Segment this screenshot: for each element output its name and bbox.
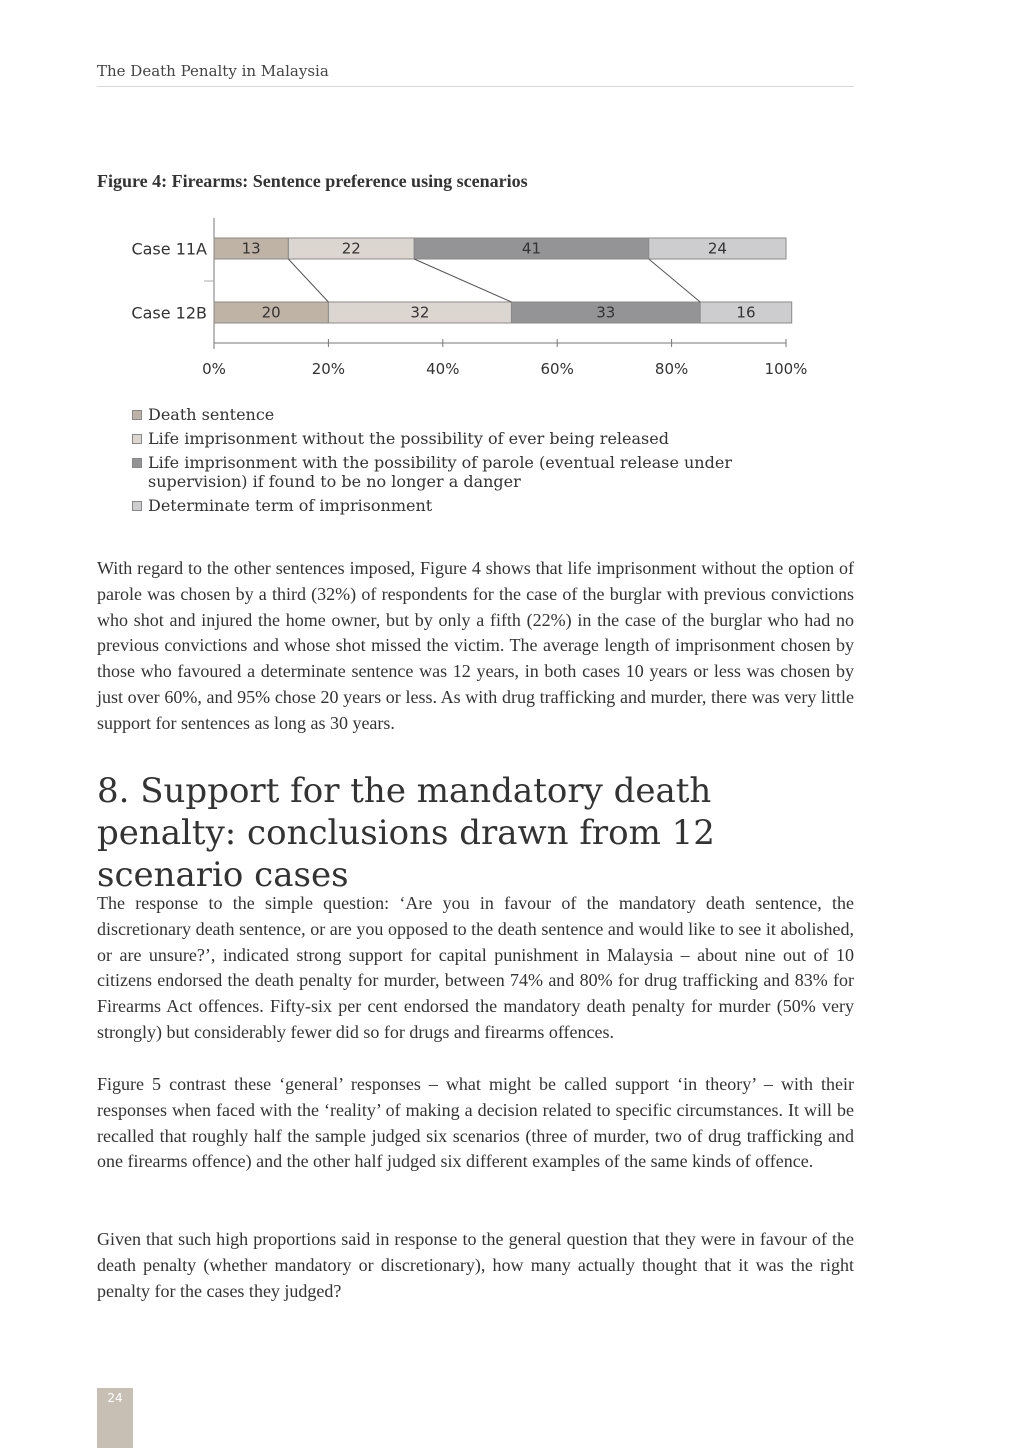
- data-label: 20: [261, 303, 281, 322]
- legend-item-life-without-release: [132, 429, 772, 448]
- data-label: 24: [707, 239, 727, 258]
- paragraph-figure-5-contrast: Figure 5 contrast these ‘general’ responses – what might be called support ‘in theory’ – with their responses when faced with the ‘reality’ of making a decision related to specific circumstances. It will be recalled that roughly half the sample judged six scenarios (three of murder, two of drug trafficking and one firearms offence) and the other half judged six different examples of the same kinds of offence.: [97, 1074, 854, 1172]
- legend-label: Death sentence: [148, 405, 275, 424]
- legend-label-line-2: supervision) if found to be no longer a danger: [148, 472, 521, 491]
- data-label: 16: [736, 303, 756, 322]
- figure-title: Figure 4: Firearms: Sentence preference using scenarios: [97, 171, 528, 191]
- page-number-tab: [97, 1388, 133, 1448]
- series-connector-line: [288, 259, 328, 302]
- legend-label-line-1: Life imprisonment with the possibility of parole (eventual release under: [148, 453, 732, 472]
- data-label: 13: [241, 239, 261, 258]
- x-tick-label: 80%: [654, 360, 689, 378]
- legend-swatch: [132, 458, 142, 468]
- legend-label: Life imprisonment without the possibility of ever being released: [148, 429, 669, 448]
- x-tick-label: 20%: [311, 360, 346, 378]
- legend-label: [148, 453, 732, 491]
- legend-swatch: [132, 410, 142, 420]
- series-connector-line: [414, 259, 511, 302]
- x-tick-label: 40%: [426, 360, 460, 378]
- x-tick-label: 0%: [202, 360, 226, 378]
- legend-item-life-with-parole: [132, 453, 772, 491]
- x-tick-label: 60%: [540, 360, 574, 378]
- data-label: 41: [521, 239, 542, 258]
- legend-item-determinate-term: [132, 496, 772, 515]
- data-label: 33: [596, 303, 616, 322]
- data-label: 22: [341, 239, 361, 258]
- legend-swatch: [132, 434, 142, 444]
- data-label: 32: [410, 303, 430, 322]
- running-header: The Death Penalty in Malaysia: [97, 62, 854, 87]
- paragraph-question: Given that such high proportions said in response to the general question that they were in favour of the death penalty (whether mandatory or discretionary), how many actually thought that it was the right penalty for the cases they judged?: [97, 1229, 854, 1301]
- chart-legend: [132, 405, 772, 520]
- series-connector-line: [649, 259, 700, 302]
- legend-swatch: [132, 501, 142, 511]
- legend-label: Determinate term of imprisonment: [148, 496, 433, 515]
- category-label: Case 12B: [131, 303, 207, 323]
- legend-item-death-sentence: [132, 405, 772, 424]
- stacked-bar-chart: [100, 210, 820, 390]
- section-heading: 8. Support for the mandatory death penalty: conclusions drawn from 12 scenario cases: [97, 771, 715, 895]
- paragraph-figure-4-discussion: With regard to the other sentences imposed, Figure 4 shows that life imprisonment without the option of parole was chosen by a third (32%) of respondents for the case of the burglar with previous convictions who shot and injured the home owner, but by only a fifth (22%) in the case of the burglar who had no previous convictions and whose shot missed the victim. The average length of imprisonment chosen by those who favoured a determinate sentence was 12 years, in both cases 10 years or less was chosen by just over 60%, and 95% chose 20 years or less. As with drug trafficking and murder, there was very little support for sentences as long as 30 years.: [97, 558, 854, 733]
- page-number: 24: [107, 1391, 123, 1405]
- x-tick-label: 100%: [764, 360, 808, 378]
- category-label: Case 11A: [131, 239, 207, 259]
- paragraph-general-support: The response to the simple question: ‘Are you in favour of the mandatory death sentence, the discretionary death sentence, or are you opposed to the death sentence and would like to see it abolished, or are unsure?’, indicated strong support for capital punishment in Malaysia – about nine out of 10 citizens endorsed the death penalty for murder, between 74% and 80% for drug trafficking and 83% for Firearms Act offences. Fifty-six per cent endorsed the mandatory death penalty for murder (50% very strongly) but considerably fewer did so for drugs and firearms offences.: [97, 893, 854, 1042]
